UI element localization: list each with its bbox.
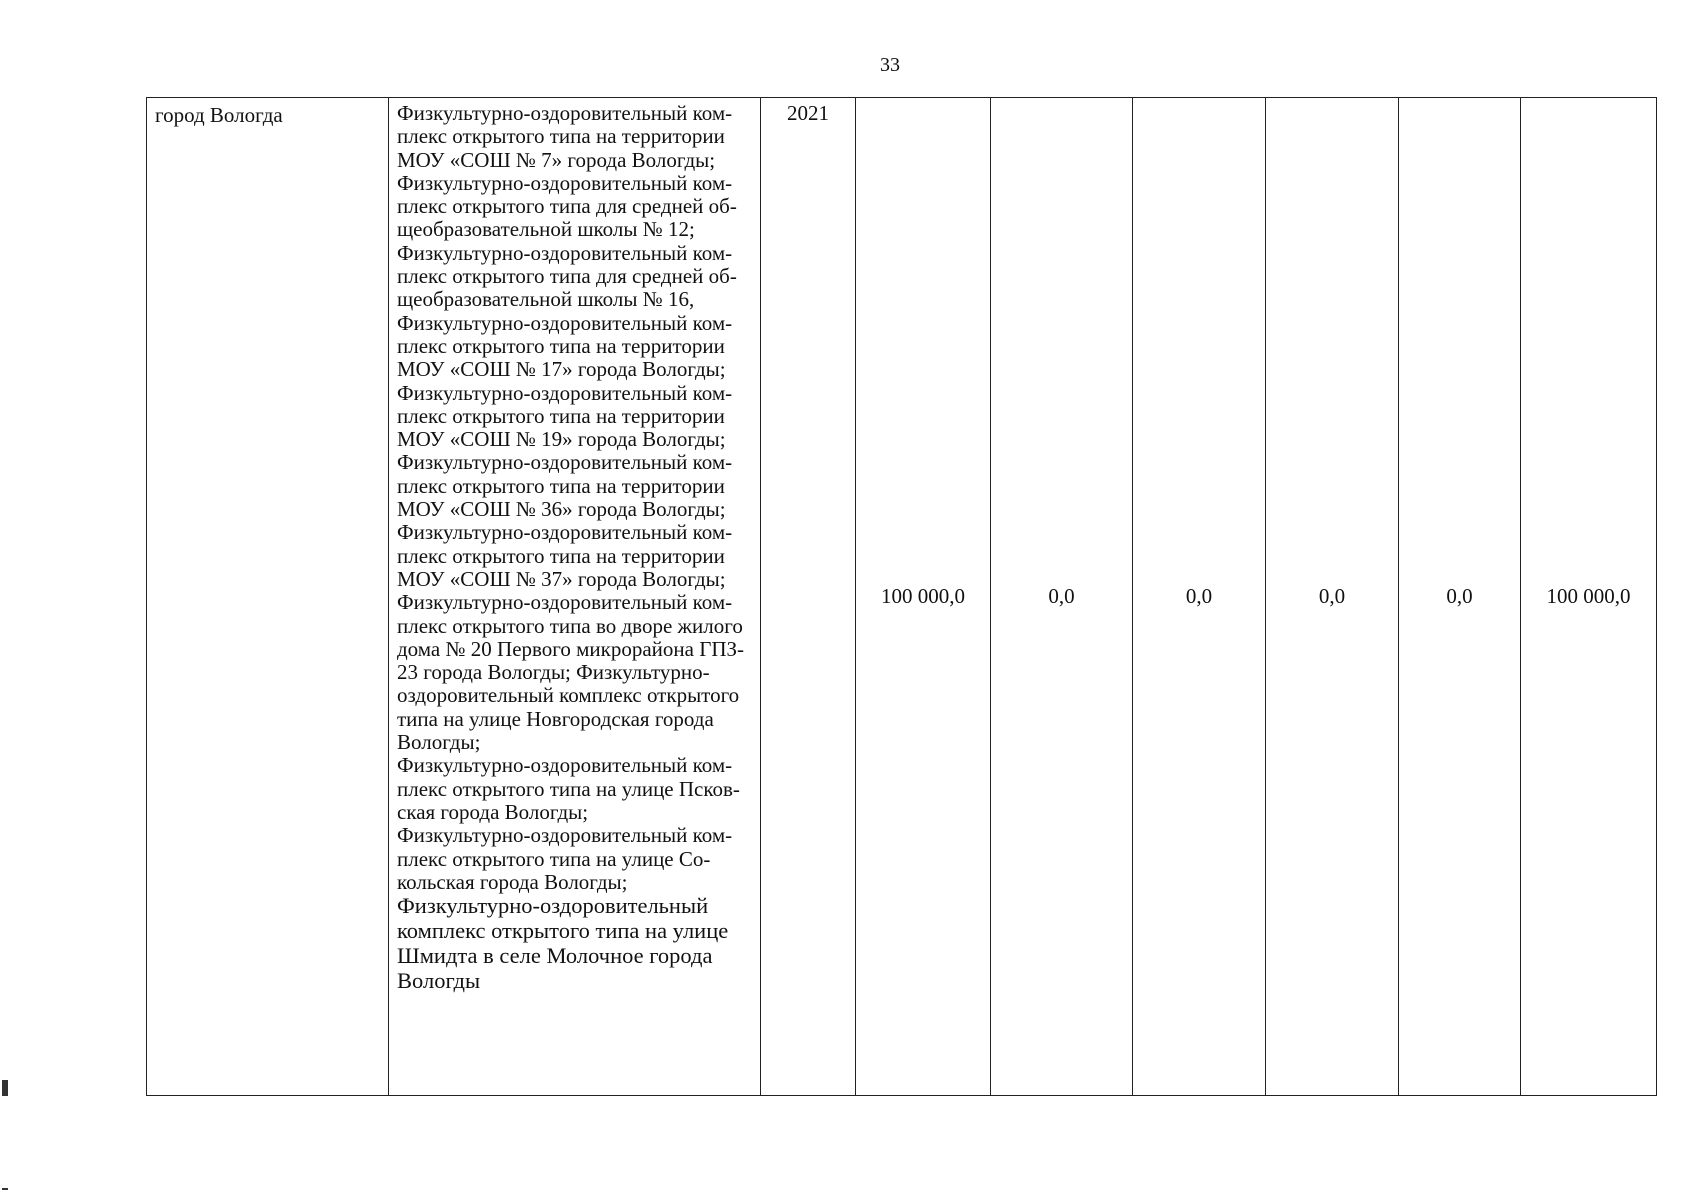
value-cell-5: 0,0 (1399, 98, 1521, 1096)
object-line: щеобразовательной школы № 12; (397, 217, 695, 242)
object-line: плекс открытого типа на территории (397, 403, 725, 428)
object-line: Шмидта в селе Молочное города (397, 943, 713, 969)
object-line: Физкультурно-оздоровительный ком- (397, 101, 733, 125)
object-line: Физкультурно-оздоровительный ком- (397, 170, 733, 195)
object-line: Физкультурно-оздоровительный ком- (397, 310, 733, 335)
objects-cell (389, 98, 761, 1096)
object-line: плекс открытого типа на территории (397, 543, 725, 568)
table-row (147, 98, 1657, 1096)
object-line: Физкультурно-оздоровительный ком- (397, 520, 733, 545)
object-line: Физкультурно-оздоровительный (397, 893, 709, 919)
object-line: ская города Вологды; (397, 799, 589, 824)
object-line: Вологды (397, 968, 481, 994)
object-line: Физкультурно-оздоровительный ком- (397, 753, 733, 778)
object-line: 23 города Вологды; Физкультурно- (397, 660, 710, 685)
funding-table (146, 97, 1657, 1096)
object-line: МОУ «СОШ № 36» города Вологды; (397, 497, 726, 522)
object-line: плекс открытого типа на территории (397, 333, 725, 358)
scan-mark (2, 1188, 8, 1190)
object-line: щеобразовательной школы № 16, (397, 287, 695, 312)
object-line: кольская города Вологды; (397, 869, 628, 894)
object-line: Вологды; (397, 730, 481, 755)
object-line: плекс открытого типа на территории (397, 473, 725, 498)
value-cell-total: 100 000,0 (1521, 98, 1657, 1096)
year-cell: 2021 (761, 98, 856, 1096)
object-line: МОУ «СОШ № 19» города Вологды; (397, 427, 726, 452)
municipality-cell: город Вологда (147, 98, 389, 1096)
object-line: плекс открытого типа на территории (397, 124, 725, 149)
page-number: 33 (880, 54, 900, 76)
object-line: МОУ «СОШ № 7» города Вологды; (397, 147, 716, 172)
objects-list (397, 102, 750, 994)
object-line: плекс открытого типа на улице Со- (397, 846, 711, 871)
scan-mark (2, 1080, 8, 1096)
value-cell-2: 0,0 (991, 98, 1133, 1096)
object-line: МОУ «СОШ № 37» города Вологды; (397, 566, 726, 591)
value-cell-4: 0,0 (1266, 98, 1399, 1096)
object-line: дома № 20 Первого микрорайона ГПЗ- (397, 636, 745, 661)
value-cell-1: 100 000,0 (856, 98, 991, 1096)
object-line: плекс открытого типа для средней об- (397, 194, 737, 219)
object-line: Физкультурно-оздоровительный ком- (397, 240, 733, 265)
object-line: МОУ «СОШ № 17» города Вологды; (397, 357, 726, 382)
object-line: Физкультурно-оздоровительный ком- (397, 450, 733, 475)
object-line: плекс открытого типа во дворе жилого (397, 613, 743, 638)
object-line: типа на улице Новгородская города (397, 706, 714, 731)
object-line: комплекс открытого типа на улице (397, 918, 729, 944)
object-line: оздоровительный комплекс открытого (397, 683, 740, 708)
object-line: Физкультурно-оздоровительный ком- (397, 380, 733, 405)
object-line: Физкультурно-оздоровительный ком- (397, 590, 733, 615)
object-line: плекс открытого типа для средней об- (397, 264, 737, 289)
object-line: плекс открытого типа на улице Псков- (397, 776, 740, 801)
value-cell-3: 0,0 (1133, 98, 1266, 1096)
object-line: Физкультурно-оздоровительный ком- (397, 823, 733, 848)
